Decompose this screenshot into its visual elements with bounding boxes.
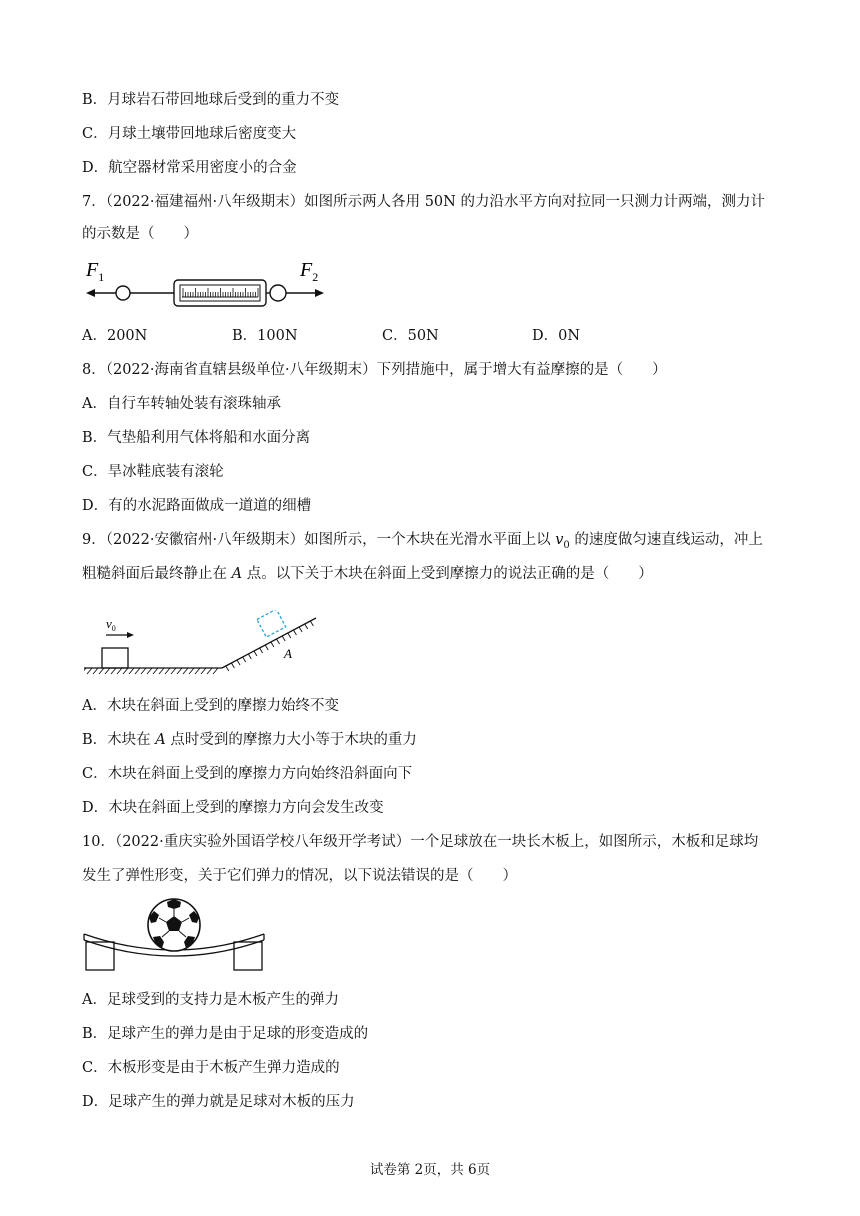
q7-option-d: D．0N xyxy=(532,328,581,344)
q8-option-c: C．旱冰鞋底装有滚轮 xyxy=(82,464,224,480)
q9-stem-line2: 粗糙斜面后最终静止在 A 点。以下关于木块在斜面上受到摩擦力的说法正确的是（ ） xyxy=(82,566,653,582)
spring-scale-figure xyxy=(82,252,332,312)
f1-label: $F_1$ xyxy=(86,259,105,284)
q7-stem-line1: 7．（2022·福建福州·八年级期末）如图所示两人各用 50N 的力沿水平方向对拉同一只测力计两端，测力计 xyxy=(82,194,765,210)
left-support xyxy=(86,942,114,970)
q6-option-b: B．月球岩石带回地球后受到的重力不变 xyxy=(82,92,340,108)
right-support xyxy=(234,942,262,970)
q10-stem-line1: 10．（2022·重庆实验外国语学校八年级开学考试）一个足球放在一块长木板上，如图所示，木板和足球均 xyxy=(82,834,759,850)
right-arrow-icon xyxy=(315,289,324,297)
q8-option-d: D．有的水泥路面做成一道道的细槽 xyxy=(82,498,312,514)
q8-option-a: A．自行车转轴处装有滚珠轴承 xyxy=(82,396,281,412)
q7-stem-line2: 的示数是（ ） xyxy=(82,226,198,242)
q10-option-c: C．木板形变是由于木板产生弹力造成的 xyxy=(82,1060,340,1076)
q10-stem-line2: 发生了弹性形变，关于它们弹力的情况，以下说法错误的是（ ） xyxy=(82,868,517,884)
q6-option-c: C．月球土壤带回地球后密度变大 xyxy=(82,126,297,142)
q9-option-d: D．木块在斜面上受到的摩擦力方向会发生改变 xyxy=(82,800,384,816)
point-a-label: A xyxy=(284,646,292,661)
q8-stem: 8．（2022·海南省直辖县级单位·八年级期末）下列措施中，属于增大有益摩擦的是（ ） xyxy=(82,362,667,378)
q9-stem-line1: 9．（2022·安徽宿州·八年级期末）如图所示，一个木块在光滑水平面上以 $v_0$ 的速度做匀速直线运动，冲上 xyxy=(82,532,763,551)
velocity-arrow-icon xyxy=(127,632,134,638)
q6-option-d: D．航空器材常采用密度小的合金 xyxy=(82,160,297,176)
q7-option-b: B．100N xyxy=(232,328,298,344)
v0-label: $v_0$ xyxy=(106,616,116,633)
football-board-figure xyxy=(82,896,272,976)
q7-option-c: C．50N xyxy=(382,328,439,344)
left-ring-icon xyxy=(116,286,130,300)
q10-option-b: B．足球产生的弹力是由于足球的形变造成的 xyxy=(82,1026,369,1042)
q8-option-b: B．气垫船利用气体将船和水面分离 xyxy=(82,430,311,446)
q7-option-a: A．200N xyxy=(82,328,148,344)
incline-figure xyxy=(84,610,324,682)
football-icon xyxy=(148,899,200,951)
q9-option-a: A．木块在斜面上受到的摩擦力始终不变 xyxy=(82,698,339,714)
dashed-block-at-a xyxy=(257,610,286,637)
wood-block xyxy=(102,648,128,668)
q9-option-b: B．木块在 A 点时受到的摩擦力大小等于木块的重力 xyxy=(82,732,417,748)
f2-label: $F_2$ xyxy=(300,259,319,284)
right-ring-icon xyxy=(270,285,286,301)
q10-option-d: D．足球产生的弹力就是足球对木板的压力 xyxy=(82,1094,355,1110)
left-arrow-icon xyxy=(86,289,95,297)
q9-option-c: C．木块在斜面上受到的摩擦力方向始终沿斜面向下 xyxy=(82,766,413,782)
q10-option-a: A．足球受到的支持力是木板产生的弹力 xyxy=(82,992,339,1008)
page-footer: 试卷第 2页，共 6页 xyxy=(369,1162,491,1178)
